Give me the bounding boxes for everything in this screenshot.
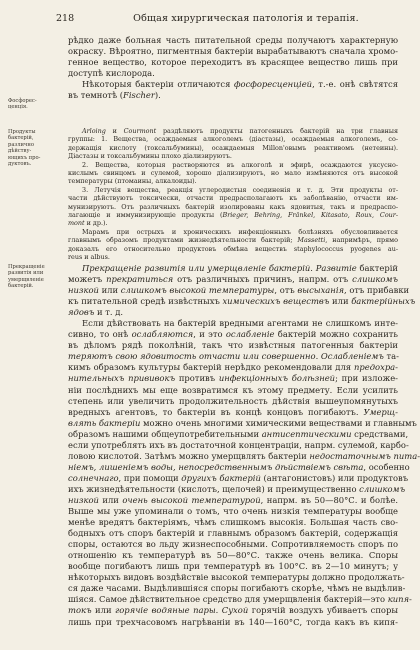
text-line: 3. Летучія вещества, реакція углеродистыя соединенія и т. д. Эти продукты от- — [82, 185, 398, 194]
text-line: Прекращеніе развитія или умерщвленіе бактерій. Развитіе бактерій — [82, 263, 398, 273]
text-line: отношенію къ температурѣ въ 50—80°С. также очень велика. Споры — [68, 550, 398, 561]
text-line: ловою кислотой. Затѣмъ можно умерщвлять бактеріи недостаточнымъ пита- — [68, 450, 420, 461]
text-line: низкой или слишкомъ высокой температуры, отъ высыханія, отъ прибавки — [68, 285, 410, 296]
text-line: влять бактеріи можно очень многими химическими веществами и главнымъ — [68, 417, 417, 428]
text-line: ніи послѣднихъ мы еще возвратимся къ этому предмету. Если усилить — [68, 384, 398, 395]
text-line: можетъ прекратиться отъ различныхъ причинъ, напрм. отъ слишкомъ — [68, 274, 398, 285]
text-line: mont и др.). — [68, 219, 108, 228]
sidenote-bacteria-products: Продукты бактерій, различно дѣйству- ющихъ про- дуктовъ. — [8, 129, 41, 168]
running-title: Общая хирургическая патологія и терапія. — [133, 13, 359, 24]
text-line: Діастазы и токсальбумины плохо діализируютъ. — [68, 152, 232, 161]
text-line: сивно, то онѣ ослабляются, и это ослабленіе бактерій можно сохранить — [68, 329, 398, 340]
text-line: степень или увеличить продолжительность дѣйствія вышеупомянутыхъ — [68, 395, 398, 406]
text-line: вредныхъ агентовъ, то бактеріи въ концѣ концовъ погибаютъ. Умерщ- — [68, 406, 398, 417]
text-line: части дѣйствуютъ токсически, отчасти предрасполагаютъ къ заболѣванію, отчасти им- — [68, 194, 398, 203]
text-line: ядовъ и т. д. — [68, 307, 124, 318]
text-line: вообще погибаютъ лишь при температурѣ въ 100°С. въ 2—10 минутъ; у — [68, 561, 398, 572]
text-line: держащія кислоту (токсальбумины), осаждаемыя Millon'овымъ реактивомъ (нетеины). — [68, 143, 398, 152]
page-number: 218 — [56, 13, 75, 24]
text-line: лагающіе и иммунизирующіе продукты (Brieger, Behring, Fränkel, Kitasato, Roux, Cour- — [68, 211, 398, 220]
text-line: образомъ нашими общеупотребительными антисептическими средствами, — [68, 428, 409, 439]
text-line: въ дѣломъ рядѣ поколѣній, такъ что извѣстныя патогенныя бактеріи — [68, 340, 398, 351]
text-line: температуры (птомаины, алкалоиды). — [68, 177, 197, 186]
text-line: къ питательной средѣ извѣстныхъ химическихъ веществъ или бактерійныхъ — [68, 296, 416, 307]
text-line: кимъ образомъ культуры бактерій нерѣдко рекомендовали для предохра- — [68, 362, 398, 373]
text-line: Марамъ при острыхъ и хроническихъ инфекціонныхъ болѣзняхъ обусловливается — [82, 227, 398, 236]
text-line: мунизируютъ. Отъ различныхъ бактерій изолированы какъ ядовитыя, такъ и предраспо- — [68, 202, 398, 211]
text-line: ся даже часами. Выдѣлившіяся споры погибаютъ скорѣе, чѣмъ не выдѣлив- — [68, 583, 406, 594]
text-line: Если дѣйствовать на бактерій вредными агентами не слишкомъ инте- — [82, 318, 398, 329]
text-line: теряютъ свою ядовитость отчасти или совершенно. Ослабленіемъ та- — [68, 351, 399, 362]
paragraph-killing-bacteria — [68, 263, 420, 628]
text-line: кислымъ свинцомъ и сулемой, хорошо діализируютъ, но мало измѣняются отъ высокой — [68, 169, 398, 178]
text-line: въ темнотѣ (Fischer). — [68, 90, 161, 101]
text-line: генное вещество, которое переходитъ въ красящее вещество лишь при — [68, 57, 398, 68]
text-line: ихъ жизнедѣятельности (кислотъ, щелочей) и преимущественно слишкомъ — [68, 483, 406, 494]
text-line: рѣдко даже больная часть питательной среды получаютъ характерную — [68, 35, 398, 45]
text-line: Выше мы уже упоминали о томъ, что очень низкія температуры вообще — [68, 506, 398, 517]
text-line: шіяся. Самое дѣйствительное средство для умерщвленія бактерій—это кипя- — [68, 594, 412, 605]
text-line: споры, остаются во льду жизнеспособными. Сопротивляемость споръ по — [68, 539, 398, 550]
text-line: лишь при трехчасовомъ нагрѣваніи въ 140—160°С, тогда какъ въ кипя- — [68, 616, 398, 627]
text-line: доказалъ его относительно продуктовъ обмѣна веществъ staphylococcus pyogenes au- — [68, 244, 398, 253]
paragraph-pigments — [68, 35, 398, 101]
text-line: низкой или очень высокой температурой, напрм. въ 50—80°С. и болѣе. — [68, 494, 398, 505]
text-line: главнымъ образомъ продуктами жизнедѣятельности бактерій; Massetti, напримѣръ, прямо — [68, 236, 398, 245]
page-header — [56, 13, 396, 27]
text-line: 2. Вещества, которыя растворяются въ алкоголѣ и эфирѣ, осаждаются уксусно- — [82, 160, 398, 169]
text-line: бодныхъ отъ споръ бактерій и главнымъ образомъ бактерій, содержащія — [68, 528, 398, 539]
sidenote-phosphorescence: Фосфорес- ценція. — [8, 98, 37, 111]
paragraph-bacteria-products-smallprint — [68, 127, 398, 262]
text-line: Нѣкоторыя бактеріи отличаются фосфоресценціей, т.-е. онѣ свѣтятся — [82, 79, 399, 90]
text-line: доступѣ кислорода. — [68, 68, 155, 79]
text-line: reus и albus. — [68, 253, 110, 262]
text-line: группы: 1. Вещества, осаждаемыя алкоголемъ (діастазы), осаждаемыя алкоголемъ, со- — [68, 135, 398, 144]
text-line: нительныхъ прививокъ противъ инфекціонныхъ болѣзней; при изложе- — [68, 373, 398, 384]
sidenote-killing-bacteria: Прекращеніе развитія или умерщвленіе бактерій. — [8, 264, 45, 290]
text-line: ніемъ, лишеніемъ воды, непосредственнымъ дѣйствіемъ свѣта, особенно — [68, 461, 410, 472]
text-line: менѣе вредятъ бактеріямъ, чѣмъ слишкомъ высокія. Большая часть сво- — [68, 517, 398, 528]
text-line: окраску. Вѣроятно, пигментныя бактеріи вырабатываютъ сначала хромо- — [68, 46, 398, 57]
text-line: солнечнаго, при помощи другихъ бактерій (антагонистовъ) или продуктовъ — [68, 472, 409, 483]
text-line: токъ или горячіе водяные пары. Сухой горячій воздухъ убиваетъ споры — [68, 605, 398, 616]
text-line: нѣкоторыхъ видовъ воздѣйствіе высокой температуры должно продолжать- — [68, 572, 405, 583]
text-line: Arloing и Courmont раздѣляютъ продукты патогенныхъ бактерій на три главныя — [82, 127, 398, 135]
text-line: если употреблять ихъ въ достаточной концентраціи, напрм. сулемой, карбо- — [68, 439, 409, 450]
